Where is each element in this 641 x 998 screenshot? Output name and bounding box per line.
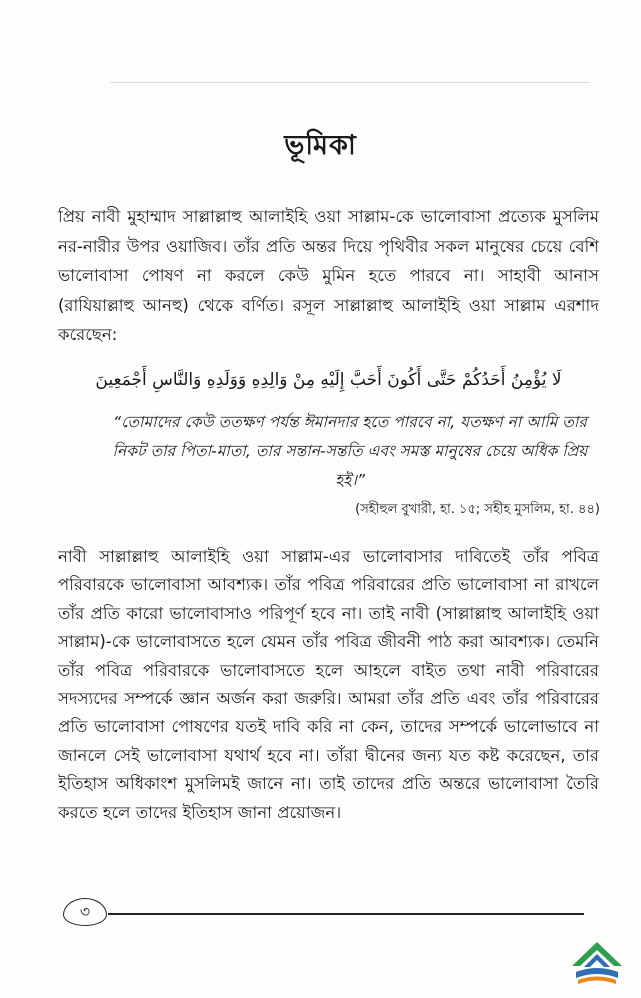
header-rule — [110, 82, 590, 83]
footer-rule — [108, 913, 584, 915]
hadith-citation: (সহীহুল বুখারী, হা. ১৫; সহীহ মুসলিম, হা. ৪৪) — [355, 502, 600, 517]
body-paragraph: নাবী সাল্লাল্লাহু আলাইহি ওয়া সাল্লাম-এর ভালোবাসার দাবিতেই তাঁর পবিত্র পরিবারকে ভালোবাসা আবশ্যক। তাঁর পবিত্র পরিবারের প্রতি ভালোবাসা না রাখলে তাঁর প্রতি কারো ভালোবাসাও পরিপূর্ণ হবে না। তাই নাবী (সাল্লাল্লাহু আলাইহি ওয়া সাল্লাম)-কে ভালোবাসতে হলে যেমন তাঁর পবিত্র জীবনী পাঠ করা আবশ্যক। তেমনি তাঁর পবিত্র পরিবারকে ভালোবাসতে হলে আহলে বাইত তথা নাবী পরিবারের সদস্যদের সম্পর্কে জ্ঞান অর্জন করা জরুরি। আমরা তাঁর প্রতি এবং তাঁর পরিবারের প্রতি ভালোবাসা পোষণের যতই দাবি করি না কেন, তাদের সম্পর্কে ভালোভাবে না জানলে সেই ভালোবাসা যথার্থ হবে না। তাঁরা দ্বীনের জন্য যত কষ্ট করেছেন, তার ইতিহাস অধিকাংশ মুসলিমই জানে না। তাই তাদের প্রতি অন্তরে ভালোবাসা তৈরি করতে হলে তাদের ইতিহাস জানা প্রয়োজন। — [58, 547, 599, 822]
hadith-translation: “তোমাদের কেউ ততক্ষণ পর্যন্ত ঈমানদার হতে পারবে না, যতক্ষণ না আমি তার নিকট তার পিতা-মাতা, তার সন্তান-সন্ততি এবং সমস্ত মানুষের চেয়ে অধিক প্রিয় হই।” — [112, 413, 588, 489]
page-number: ৩ — [63, 898, 107, 926]
publisher-logo-icon — [568, 940, 626, 986]
intro-paragraph: প্রিয় নাবী মুহাম্মাদ সাল্লাল্লাহু আলাইহি ওয়া সাল্লাম-কে ভালোবাসা প্রত্যেক মুসলিম নর-নারীর উপর ওয়াজিব। তাঁর প্রতি অন্তর দিয়ে পৃথিবীর সকল মানুষের চেয়ে বেশি ভালোবাসা পোষণ না করলে কেউ মুমিন হতে পারবে না। সাহাবী আনাস (রাযিয়াল্লাহু আনহু) থেকে বর্ণিত। রসূল সাল্লাল্লাহু আলাইহি ওয়া সাল্লাম এরশাদ করেছেন: — [58, 207, 599, 344]
arabic-hadith: لَا يُؤْمِنُ أَحَدُكُمْ حَتَّى أَكُونَ أَحَبَّ إِلَيْهِ مِنْ وَالِدِهِ وَوَلَدِهِ وَالنَّاسِ أَجْمَعِينَ — [95, 370, 562, 390]
page-title: ভূমিকা — [284, 130, 357, 161]
logo-base-shape — [578, 977, 616, 985]
